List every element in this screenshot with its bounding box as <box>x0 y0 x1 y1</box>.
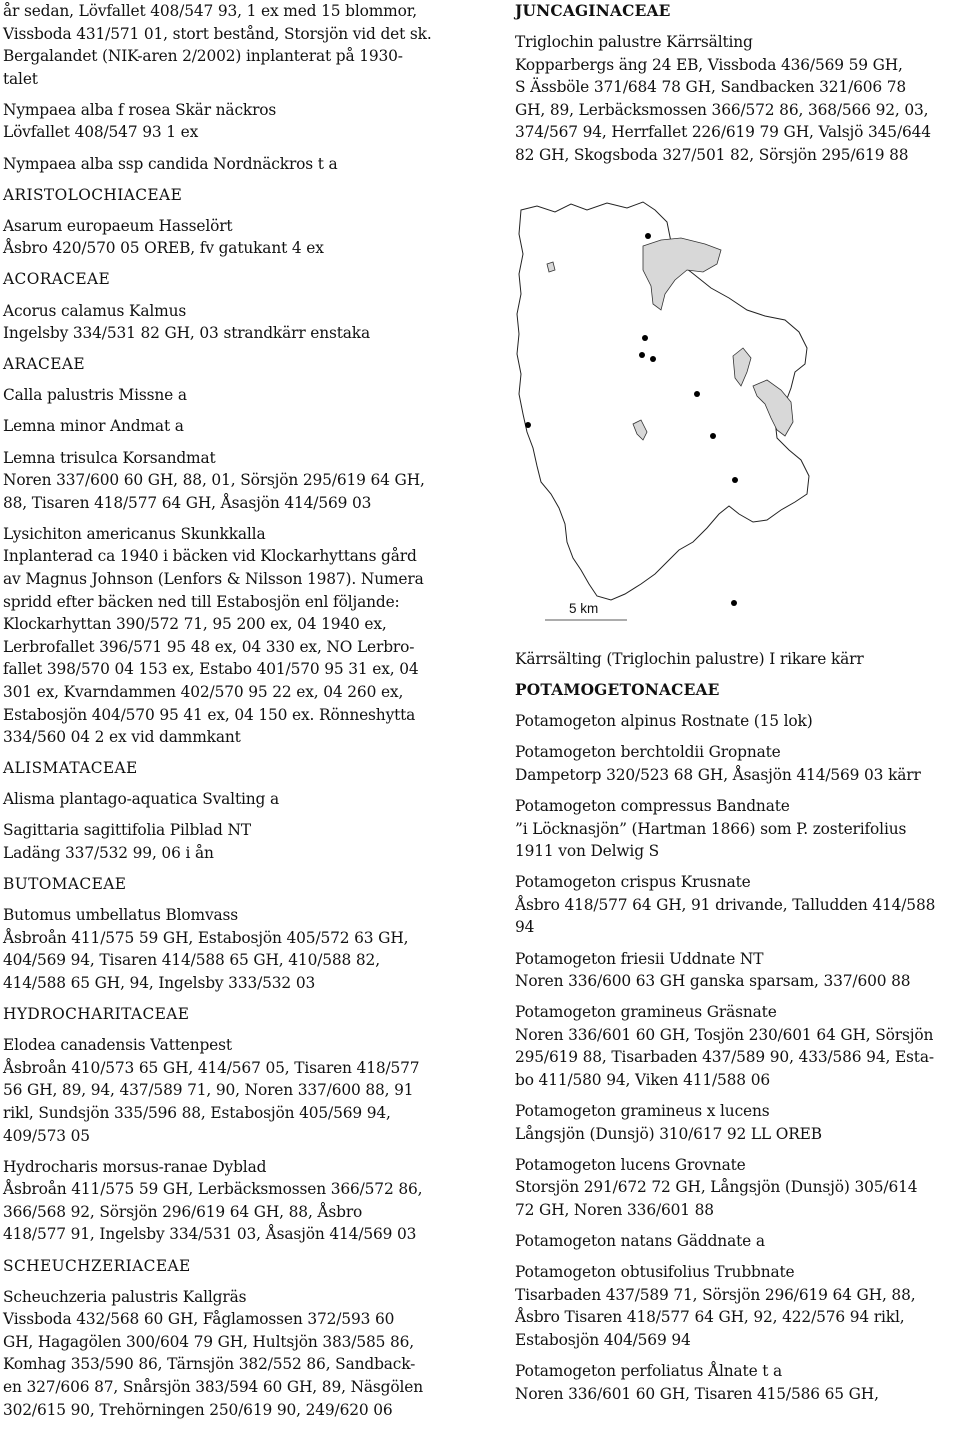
species-name: år sedan, Lövfallet 408/547 93, 1 ex med 15 blommor, <box>3 2 417 20</box>
entry-spacer <box>3 144 473 153</box>
locality-text: GH, Hagagölen 300/604 79 GH, Hultsjön 383/585 86, <box>3 1332 415 1351</box>
species-name: Hydrocharis morsus-ranae Dyblad <box>3 1157 267 1176</box>
species-entry <box>515 1360 957 1405</box>
map-scale-label: 5 km <box>569 601 599 616</box>
family-heading <box>515 679 957 702</box>
right-column-bottom <box>515 648 957 1405</box>
locality-text: Komhag 353/590 86, Tärnsjön 382/552 86, Sandback- <box>3 1355 416 1374</box>
locality-text: Kopparbergs äng 24 EB, Vissboda 436/569 59 GH, <box>515 55 903 74</box>
locality-text: talet <box>3 69 38 88</box>
locality-text: 1911 von Delwig S <box>515 842 660 861</box>
locality-text: Ingelsby 334/531 82 GH, 03 strandkärr enstaka <box>3 324 371 343</box>
right-column-top <box>515 0 957 167</box>
locality-text: 404/569 94, Tisaren 414/588 65 GH, 410/588 82, <box>3 951 380 970</box>
entry-spacer <box>515 939 957 948</box>
species-name: Nympaea alba f rosea Skär näckros <box>3 100 277 119</box>
family-name: POTAMOGETONACEAE <box>515 681 720 700</box>
entry-spacer <box>3 995 473 1004</box>
entry-spacer <box>3 90 473 99</box>
entry-spacer <box>3 896 473 905</box>
family-name: ACORACEAE <box>3 270 111 289</box>
entry-spacer <box>515 1222 957 1231</box>
species-entry <box>3 99 473 144</box>
species-name: Potamogeton obtusifolius Trubbnate <box>515 1263 795 1282</box>
entry-spacer <box>3 1246 473 1255</box>
species-entry <box>515 795 957 863</box>
family-name: HYDROCHARITACEAE <box>3 1005 190 1024</box>
species-entry <box>3 1156 473 1246</box>
map-svg <box>515 198 831 628</box>
species-name: Potamogeton compressus Bandnate <box>515 796 790 815</box>
locality-text: fallet 398/570 04 153 ex, Estabo 401/570 95 31 ex, 04 <box>3 660 419 679</box>
entry-spacer <box>515 1253 957 1262</box>
locality-text: av Magnus Johnson (Lenfors & Nilsson 1987). Numera <box>3 569 424 588</box>
occurrence-dot <box>525 422 531 428</box>
species-name: Potamogeton gramineus x lucens <box>515 1102 770 1121</box>
family-heading <box>3 184 473 207</box>
locality-text: Storsjön 291/672 72 GH, Långsjön (Dunsjö) 305/614 <box>515 1178 918 1197</box>
locality-text: Lerbrofallet 396/571 95 48 ex, 04 330 ex, NO Lerbro- <box>3 637 415 656</box>
locality-text: bo 411/580 94, Viken 411/588 06 <box>515 1071 770 1089</box>
species-name: Potamogeton crispus Krusnate <box>515 873 751 892</box>
species-name: Lemna minor Andmat a <box>3 417 184 436</box>
species-name: Calla palustris Missne a <box>3 386 187 405</box>
species-name: Elodea canadensis Vattenpest <box>3 1036 232 1055</box>
occurrence-dot <box>694 391 700 397</box>
species-name: Triglochin palustre Kärrsälting <box>515 33 753 52</box>
locality-text: rikl, Sundsjön 335/596 88, Estabosjön 405/569 94, <box>3 1103 391 1122</box>
locality-text: Noren 337/600 60 GH, 88, 01, Sörsjön 295/619 64 GH, <box>3 471 425 490</box>
species-entry <box>3 1286 473 1422</box>
family-heading <box>3 1255 473 1278</box>
family-heading <box>3 873 473 896</box>
species-entry <box>3 384 473 407</box>
occurrence-dot <box>731 600 737 606</box>
entry-spacer <box>3 865 473 874</box>
entry-spacer <box>515 1352 957 1361</box>
entry-spacer <box>3 438 473 447</box>
species-entry <box>3 788 473 811</box>
locality-text: GH, 89, Lerbäcksmossen 366/572 86, 368/566 92, 03, <box>515 100 929 119</box>
locality-text: Dampetorp 320/523 68 GH, Åsasjön 414/569 03 kärr <box>515 765 921 784</box>
species-entry <box>3 215 473 260</box>
locality-text: S Ässböle 371/684 78 GH, Sandbacken 321/606 78 <box>515 78 907 97</box>
species-entry <box>515 948 957 993</box>
occurrence-dot <box>645 233 651 239</box>
species-entry <box>3 415 473 438</box>
family-name: ARISTOLOCHIACEAE <box>3 185 183 204</box>
entry-spacer <box>515 702 957 711</box>
locality-text: ”i Löcknasjön” (Hartman 1866) som P. zosterifolius <box>515 819 907 838</box>
species-name: Scheuchzeria palustris Kallgräs <box>3 1287 247 1306</box>
locality-text: Åsbroån 411/575 59 GH, Estabosjön 405/572 63 GH, <box>3 928 409 947</box>
locality-text: Åsbro 418/577 64 GH, 91 drivande, Talludden 414/588 <box>515 895 936 914</box>
species-name: Nympaea alba ssp candida Nordnäckros t a <box>3 154 338 173</box>
entry-spacer <box>3 175 473 184</box>
locality-text: Vissboda 431/571 01, stort bestånd, Storsjön vid det sk. <box>3 24 432 43</box>
species-entry <box>3 300 473 345</box>
species-entry <box>515 31 957 167</box>
entry-spacer <box>3 345 473 354</box>
entry-spacer <box>3 514 473 523</box>
locality-text: 302/615 90, Trehörningen 250/619 90, 249/620 06 <box>3 1400 393 1419</box>
species-name: Acorus calamus Kalmus <box>3 301 187 320</box>
locality-text: Åsbroån 410/573 65 GH, 414/567 05, Tisaren 418/577 <box>3 1058 420 1077</box>
locality-text: 56 GH, 89, 94, 437/589 71, 90, Noren 337/600 88, 91 <box>3 1081 414 1100</box>
locality-text: Långsjön (Dunsjö) 310/617 92 LL OREB <box>515 1124 822 1143</box>
species-name: Lysichiton americanus Skunkkalla <box>3 524 266 543</box>
species-name: Kärrsälting (Triglochin palustre) I rikare kärr <box>515 650 864 668</box>
species-entry <box>515 1100 957 1145</box>
species-entry <box>3 153 473 176</box>
species-entry <box>3 1034 473 1147</box>
locality-text: Åsbro Tisaren 418/577 64 GH, 92, 422/576 94 rikl, <box>515 1308 905 1327</box>
species-name: Butomus umbellatus Blomvass <box>3 906 239 925</box>
family-heading <box>3 353 473 376</box>
distribution-map <box>515 198 831 628</box>
occurrence-dot <box>650 356 656 362</box>
species-entry <box>515 648 957 671</box>
occurrence-dot <box>710 433 716 439</box>
locality-text: Bergalandet (NIK-aren 2/2002) inplanterat på 1930- <box>3 47 403 66</box>
locality-text: 88, Tisaren 418/577 64 GH, Åsasjön 414/569 03 <box>3 493 372 512</box>
entry-spacer <box>3 749 473 758</box>
entry-spacer <box>3 407 473 416</box>
locality-text: Åsbro 420/570 05 OREB, fv gatukant 4 ex <box>3 239 324 258</box>
family-name: BUTOMACEAE <box>3 875 127 894</box>
species-entry <box>515 1261 957 1351</box>
locality-text: 82 GH, Skogsboda 327/501 82, Sörsjön 295/619 88 <box>515 146 909 165</box>
entry-spacer <box>3 811 473 820</box>
family-name: ALISMATACEAE <box>3 759 138 778</box>
entry-spacer <box>3 780 473 789</box>
locality-text: Noren 336/601 60 GH, Tisaren 415/586 65 GH, <box>515 1384 879 1403</box>
family-heading <box>515 0 957 23</box>
locality-text: Klockarhyttan 390/572 71, 95 200 ex, 04 1940 ex, <box>3 615 387 634</box>
locality-text: spridd efter bäcken ned till Estabosjön enl följande: <box>3 592 400 611</box>
locality-text: Ladäng 337/532 99, 06 i ån <box>3 844 214 862</box>
species-name: Lemna trisulca Korsandmat <box>3 448 216 467</box>
locality-text: Vissboda 432/568 60 GH, Fåglamossen 372/593 60 <box>3 1310 395 1329</box>
entry-spacer <box>3 206 473 215</box>
entry-spacer <box>515 786 957 795</box>
species-entry <box>3 523 473 749</box>
entry-spacer <box>515 863 957 872</box>
species-name: Asarum europaeum Hasselört <box>3 216 233 235</box>
species-entry <box>515 741 957 786</box>
locality-text: Inplanterad ca 1940 i bäcken vid Klockarhyttans gård <box>3 547 417 566</box>
locality-text: 94 <box>515 918 535 937</box>
family-heading <box>3 268 473 291</box>
species-entry <box>3 447 473 515</box>
entry-spacer <box>3 260 473 269</box>
locality-text: 414/588 65 GH, 94, Ingelsby 333/532 03 <box>3 973 316 992</box>
entry-spacer <box>515 1145 957 1154</box>
locality-text: 374/567 94, Herrfallet 226/619 79 GH, Valsjö 345/644 <box>515 123 931 142</box>
species-entry <box>515 1001 957 1091</box>
locality-text: Estabosjön 404/569 94 <box>515 1330 691 1349</box>
species-entry <box>3 819 473 864</box>
family-name: ARACEAE <box>3 355 85 374</box>
species-name: Potamogeton gramineus Gräsnate <box>515 1003 777 1022</box>
species-entry <box>515 710 957 733</box>
species-name: Alisma plantago-aquatica Svalting a <box>3 790 279 809</box>
locality-text: en 327/606 87, Snårsjön 383/594 60 GH, 89, Näsgölen <box>3 1377 423 1396</box>
occurrence-dot <box>642 335 648 341</box>
locality-text: 72 GH, Noren 336/601 88 <box>515 1200 714 1219</box>
entry-spacer <box>515 1092 957 1101</box>
locality-text: 334/560 04 2 ex vid dammkant <box>3 728 241 747</box>
locality-text: 418/577 91, Ingelsby 334/531 03, Åsasjön 414/569 03 <box>3 1225 417 1244</box>
locality-text: Lövfallet 408/547 93 1 ex <box>3 123 199 142</box>
occurrence-dot <box>639 352 645 358</box>
species-name: Sagittaria sagittifolia Pilblad NT <box>3 821 251 840</box>
locality-text: 409/573 05 <box>3 1126 90 1145</box>
species-name: Potamogeton perfoliatus Ålnate t a <box>515 1362 783 1381</box>
species-name: Potamogeton alpinus Rostnate (15 lok) <box>515 712 813 731</box>
species-name: Potamogeton natans Gäddnate a <box>515 1232 765 1251</box>
entry-spacer <box>3 1026 473 1035</box>
entry-spacer <box>3 1147 473 1156</box>
species-name: Potamogeton friesii Uddnate NT <box>515 949 764 968</box>
family-heading <box>3 1003 473 1026</box>
family-name: SCHEUCHZERIACEAE <box>3 1256 191 1275</box>
locality-text: Noren 336/600 63 GH ganska sparsam, 337/600 88 <box>515 972 911 991</box>
locality-text: Estabosjön 404/570 95 41 ex, 04 150 ex. Rönneshytta <box>3 705 416 724</box>
family-heading <box>3 757 473 780</box>
entry-spacer <box>515 993 957 1002</box>
entry-spacer <box>515 23 957 32</box>
entry-spacer <box>515 671 957 680</box>
family-name: JUNCAGINACEAE <box>515 2 671 20</box>
locality-text: 301 ex, Kvarndammen 402/570 95 22 ex, 04 260 ex, <box>3 682 404 701</box>
locality-text: Åsbroån 411/575 59 GH, Lerbäcksmossen 366/572 86, <box>3 1180 423 1199</box>
entry-spacer <box>515 733 957 742</box>
species-entry <box>3 0 473 90</box>
species-name: Potamogeton berchtoldii Gropnate <box>515 743 781 762</box>
species-entry <box>3 904 473 994</box>
species-name: Potamogeton lucens Grovnate <box>515 1155 746 1174</box>
entry-spacer <box>3 291 473 300</box>
entry-spacer <box>3 376 473 385</box>
species-entry <box>515 871 957 939</box>
species-entry <box>515 1154 957 1222</box>
locality-text: Noren 336/601 60 GH, Tosjön 230/601 64 GH, Sörsjön <box>515 1025 934 1044</box>
locality-text: 366/568 92, Sörsjön 296/619 64 GH, 88, Åsbro <box>3 1202 363 1221</box>
occurrence-dot <box>732 477 738 483</box>
locality-text: Tisarbaden 437/589 71, Sörsjön 296/619 64 GH, 88, <box>515 1285 916 1304</box>
locality-text: 295/619 88, Tisarbaden 437/589 90, 433/586 94, Esta- <box>515 1048 934 1067</box>
entry-spacer <box>3 1277 473 1286</box>
left-column <box>3 0 473 1421</box>
species-entry <box>515 1230 957 1253</box>
